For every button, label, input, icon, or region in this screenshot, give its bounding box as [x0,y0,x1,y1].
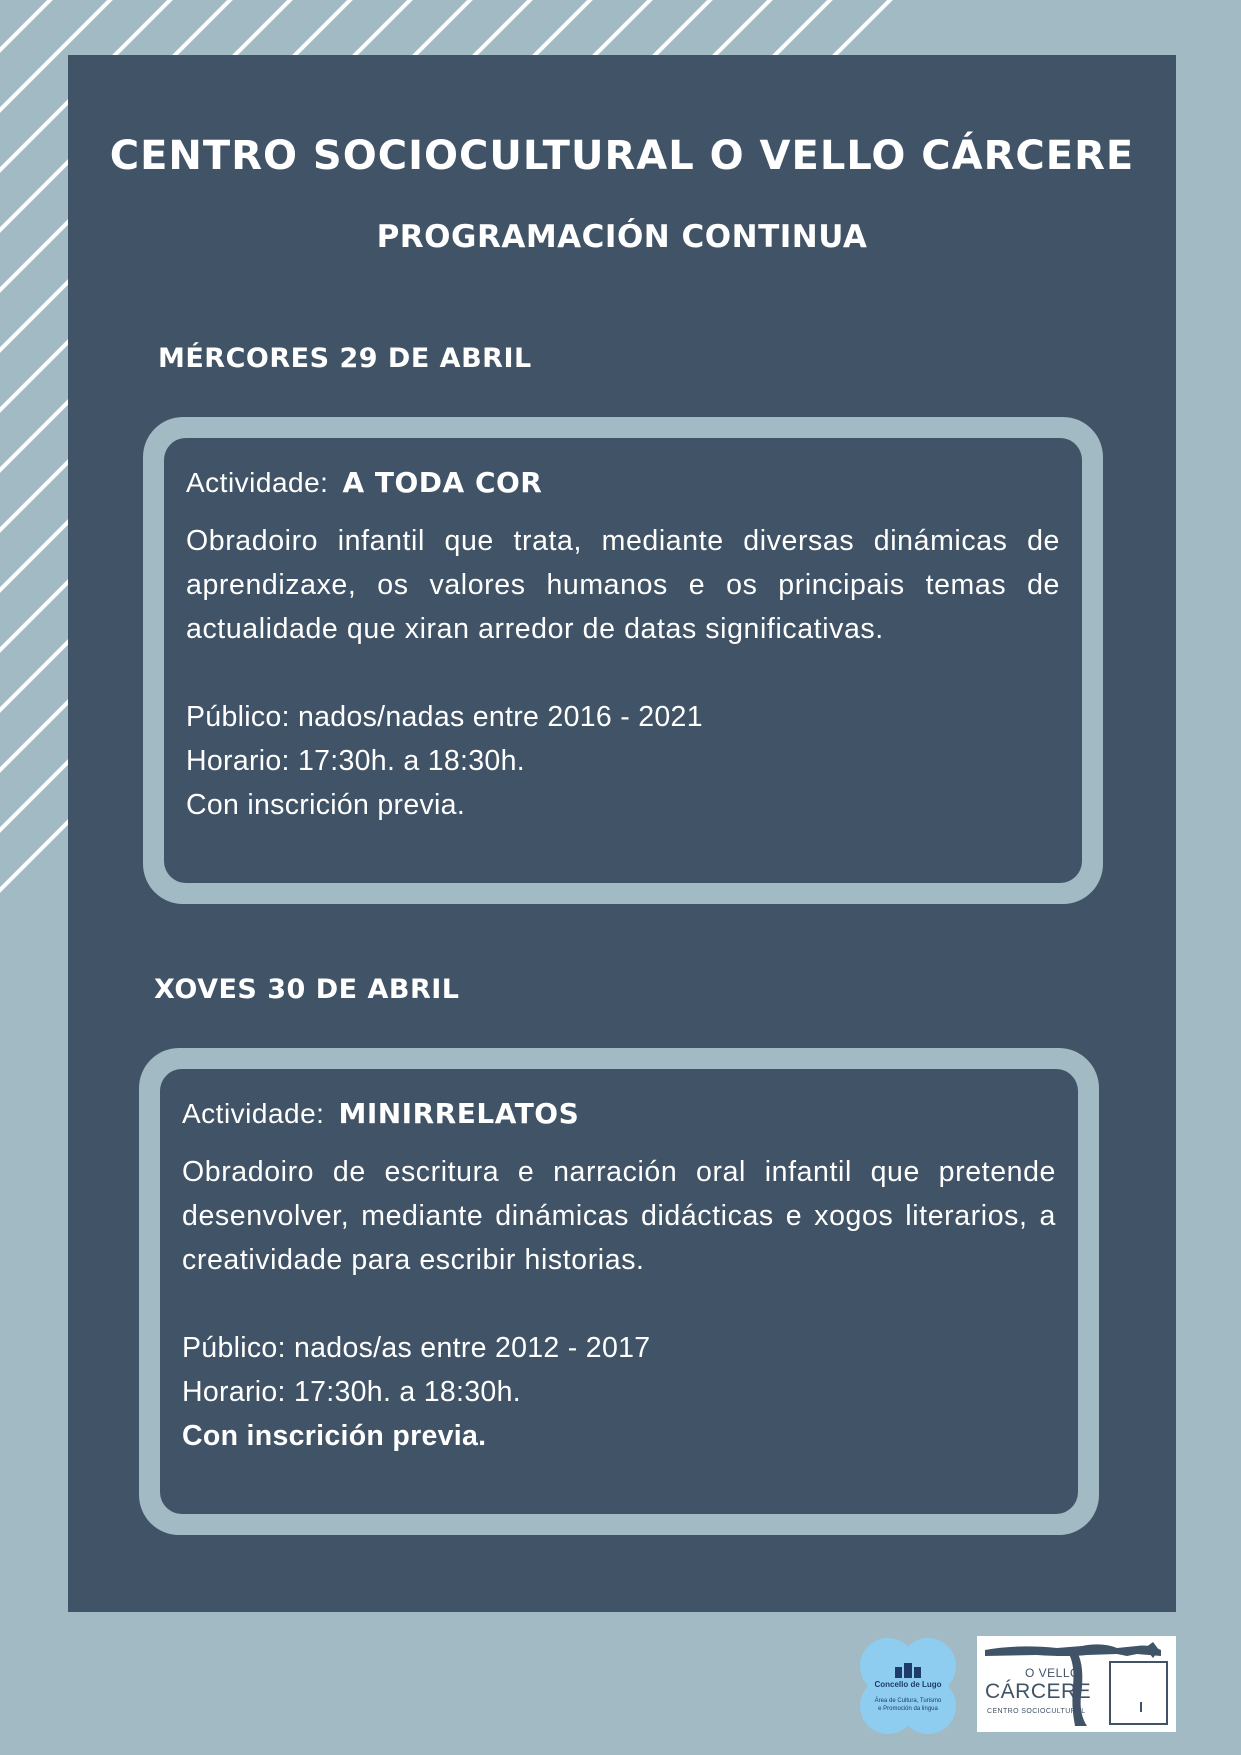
activity-audience: Público: nados/nadas entre 2016 - 2021 [186,701,703,733]
activity-details [186,695,1060,827]
activity-label: Actividade: [182,1098,325,1129]
activity-audience: Público: nados/as entre 2012 - 2017 [182,1332,651,1364]
activity-details [182,1326,1056,1458]
event-card-1 [143,417,1103,904]
concello-lugo-logo [858,1636,958,1736]
lugo-line-2: e Promoción da lingua [878,1706,938,1712]
activity-row [186,466,1060,499]
activity-name: MINIRRELATOS [338,1097,580,1130]
carcere-top-label: O VELLO [1025,1666,1080,1680]
activity-name: A TODA COR [342,466,543,499]
activity-schedule: Horario: 17:30h. a 18:30h. [186,745,525,777]
event-card-2 [139,1048,1099,1535]
activity-row [182,1097,1056,1130]
page-subtitle: PROGRAMACIÓN CONTINUA [376,219,868,255]
activity-registration: Con inscrición previa. [186,789,466,821]
event-card-content [160,1069,1078,1514]
event-day-2: XOVES 30 DE ABRIL [154,974,460,1005]
activity-label: Actividade: [186,467,329,498]
page-title: CENTRO SOCIOCULTURAL O VELLO CÁRCERE [109,133,1135,179]
carcere-sub-label: CENTRO SOCIOCULTURAL [987,1708,1086,1715]
carcere-main-label: CÁRCERE [985,1680,1092,1703]
activity-registration: Con inscrición previa. [182,1420,487,1452]
activity-description: Obradoiro de escritura e narración oral infantil que pretende desenvolver, mediante dinámicas didácticas e xogos literarios, a creatividade para escribir historias. [182,1156,1056,1276]
lugo-name: Concello de Lugo [874,1680,942,1689]
lugo-line-1: Área de Cultura, Turismo [874,1698,942,1704]
activity-description: Obradoiro infantil que trata, mediante diversas dinámicas de aprendizaxe, os valores humanos e os principais temas de actualidade que xiran arredor de datas significativas. [186,525,1060,645]
event-day-1: MÉRCORES 29 DE ABRIL [158,343,532,374]
event-card-content [164,438,1082,883]
activity-schedule: Horario: 17:30h. a 18:30h. [182,1376,521,1408]
program-panel [68,55,1176,1612]
vello-carcere-logo [977,1636,1176,1732]
